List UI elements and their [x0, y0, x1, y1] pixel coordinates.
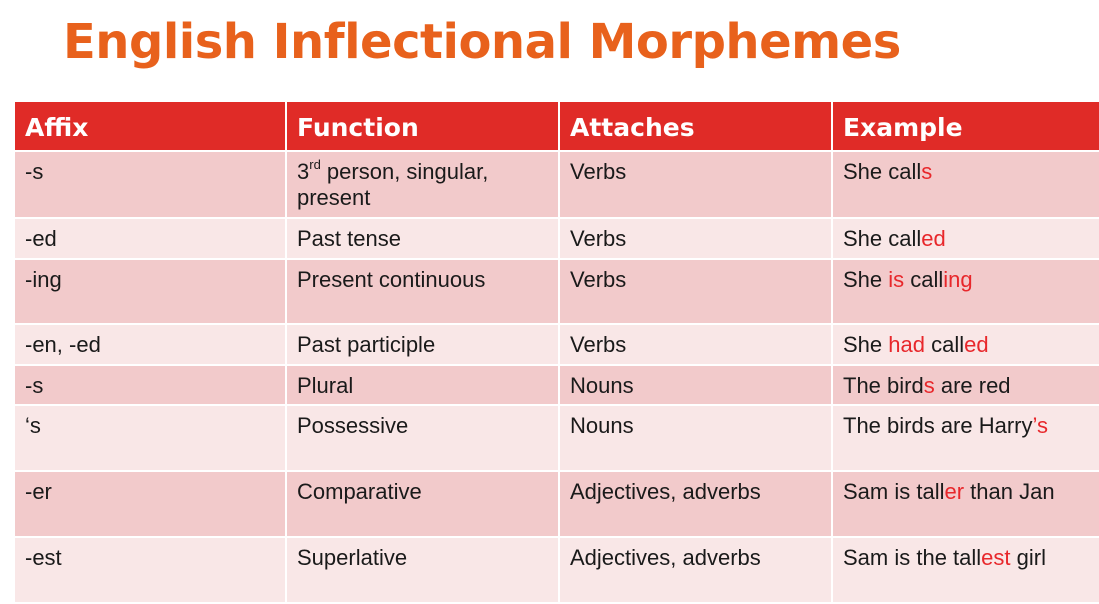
- example-highlight: ’s: [1032, 413, 1049, 438]
- table-row: [14, 218, 1099, 259]
- function-cell: Past tense: [286, 218, 559, 259]
- header-attaches: Attaches: [559, 101, 832, 151]
- example-text: She: [843, 267, 889, 292]
- table-row: [14, 365, 1099, 405]
- example-text: Sam is the tall: [843, 545, 982, 570]
- function-text: 3: [297, 159, 310, 184]
- example-text: She call: [843, 159, 922, 184]
- example-text: The birds are Harry: [843, 413, 1033, 438]
- example-cell: [832, 537, 1099, 603]
- example-text: call: [924, 332, 965, 357]
- affix-cell: -er: [14, 471, 286, 537]
- function-cell: Possessive: [286, 405, 559, 471]
- header-affix: Affix: [14, 101, 286, 151]
- example-cell: [832, 405, 1099, 471]
- page-title: English Inflectional Morphemes: [63, 14, 901, 70]
- attaches-cell: Adjectives, adverbs: [559, 471, 832, 537]
- function-cell: Superlative: [286, 537, 559, 603]
- table-row: [14, 471, 1099, 537]
- example-text: She: [843, 332, 889, 357]
- example-text: than Jan: [964, 479, 1055, 504]
- example-highlight: s: [923, 373, 935, 398]
- table-header-row: [14, 101, 1099, 151]
- example-cell: [832, 471, 1099, 537]
- morphemes-table: [13, 100, 1099, 604]
- function-cell: Past participle: [286, 324, 559, 365]
- example-text: The bird: [843, 373, 924, 398]
- attaches-cell: Adjectives, adverbs: [559, 537, 832, 603]
- example-highlight: s: [921, 159, 933, 184]
- table-body: [14, 151, 1099, 603]
- function-cell: [286, 151, 559, 218]
- example-highlight: er: [944, 479, 965, 504]
- example-highlight: ed: [921, 226, 946, 251]
- attaches-cell: Verbs: [559, 151, 832, 218]
- example-highlight: is: [888, 267, 905, 292]
- attaches-cell: Verbs: [559, 218, 832, 259]
- example-text: Sam is tall: [843, 479, 945, 504]
- affix-cell: -est: [14, 537, 286, 603]
- example-highlight: ed: [964, 332, 989, 357]
- attaches-cell: Verbs: [559, 259, 832, 324]
- attaches-cell: Nouns: [559, 365, 832, 405]
- example-highlight: ing: [943, 267, 973, 292]
- table-row: [14, 259, 1099, 324]
- table-row: [14, 324, 1099, 365]
- ordinal-suffix: rd: [309, 156, 321, 172]
- affix-cell: ‘s: [14, 405, 286, 471]
- function-cell: Comparative: [286, 471, 559, 537]
- table-row: [14, 151, 1099, 218]
- table-row: [14, 405, 1099, 471]
- function-text: person, singular, present: [297, 159, 489, 210]
- attaches-cell: Verbs: [559, 324, 832, 365]
- example-text: She call: [843, 226, 922, 251]
- example-cell: [832, 151, 1099, 218]
- affix-cell: -ed: [14, 218, 286, 259]
- example-cell: [832, 324, 1099, 365]
- affix-cell: -s: [14, 151, 286, 218]
- example-text: are red: [934, 373, 1011, 398]
- table-row: [14, 537, 1099, 603]
- example-text: call: [904, 267, 944, 292]
- header-example: Example: [832, 101, 1099, 151]
- example-highlight: est: [981, 545, 1011, 570]
- function-cell: Present continuous: [286, 259, 559, 324]
- example-cell: [832, 218, 1099, 259]
- example-highlight: had: [888, 332, 925, 357]
- affix-cell: -s: [14, 365, 286, 405]
- attaches-cell: Nouns: [559, 405, 832, 471]
- example-cell: [832, 365, 1099, 405]
- function-cell: Plural: [286, 365, 559, 405]
- example-text: girl: [1010, 545, 1046, 570]
- affix-cell: -en, -ed: [14, 324, 286, 365]
- example-cell: [832, 259, 1099, 324]
- header-function: Function: [286, 101, 559, 151]
- affix-cell: -ing: [14, 259, 286, 324]
